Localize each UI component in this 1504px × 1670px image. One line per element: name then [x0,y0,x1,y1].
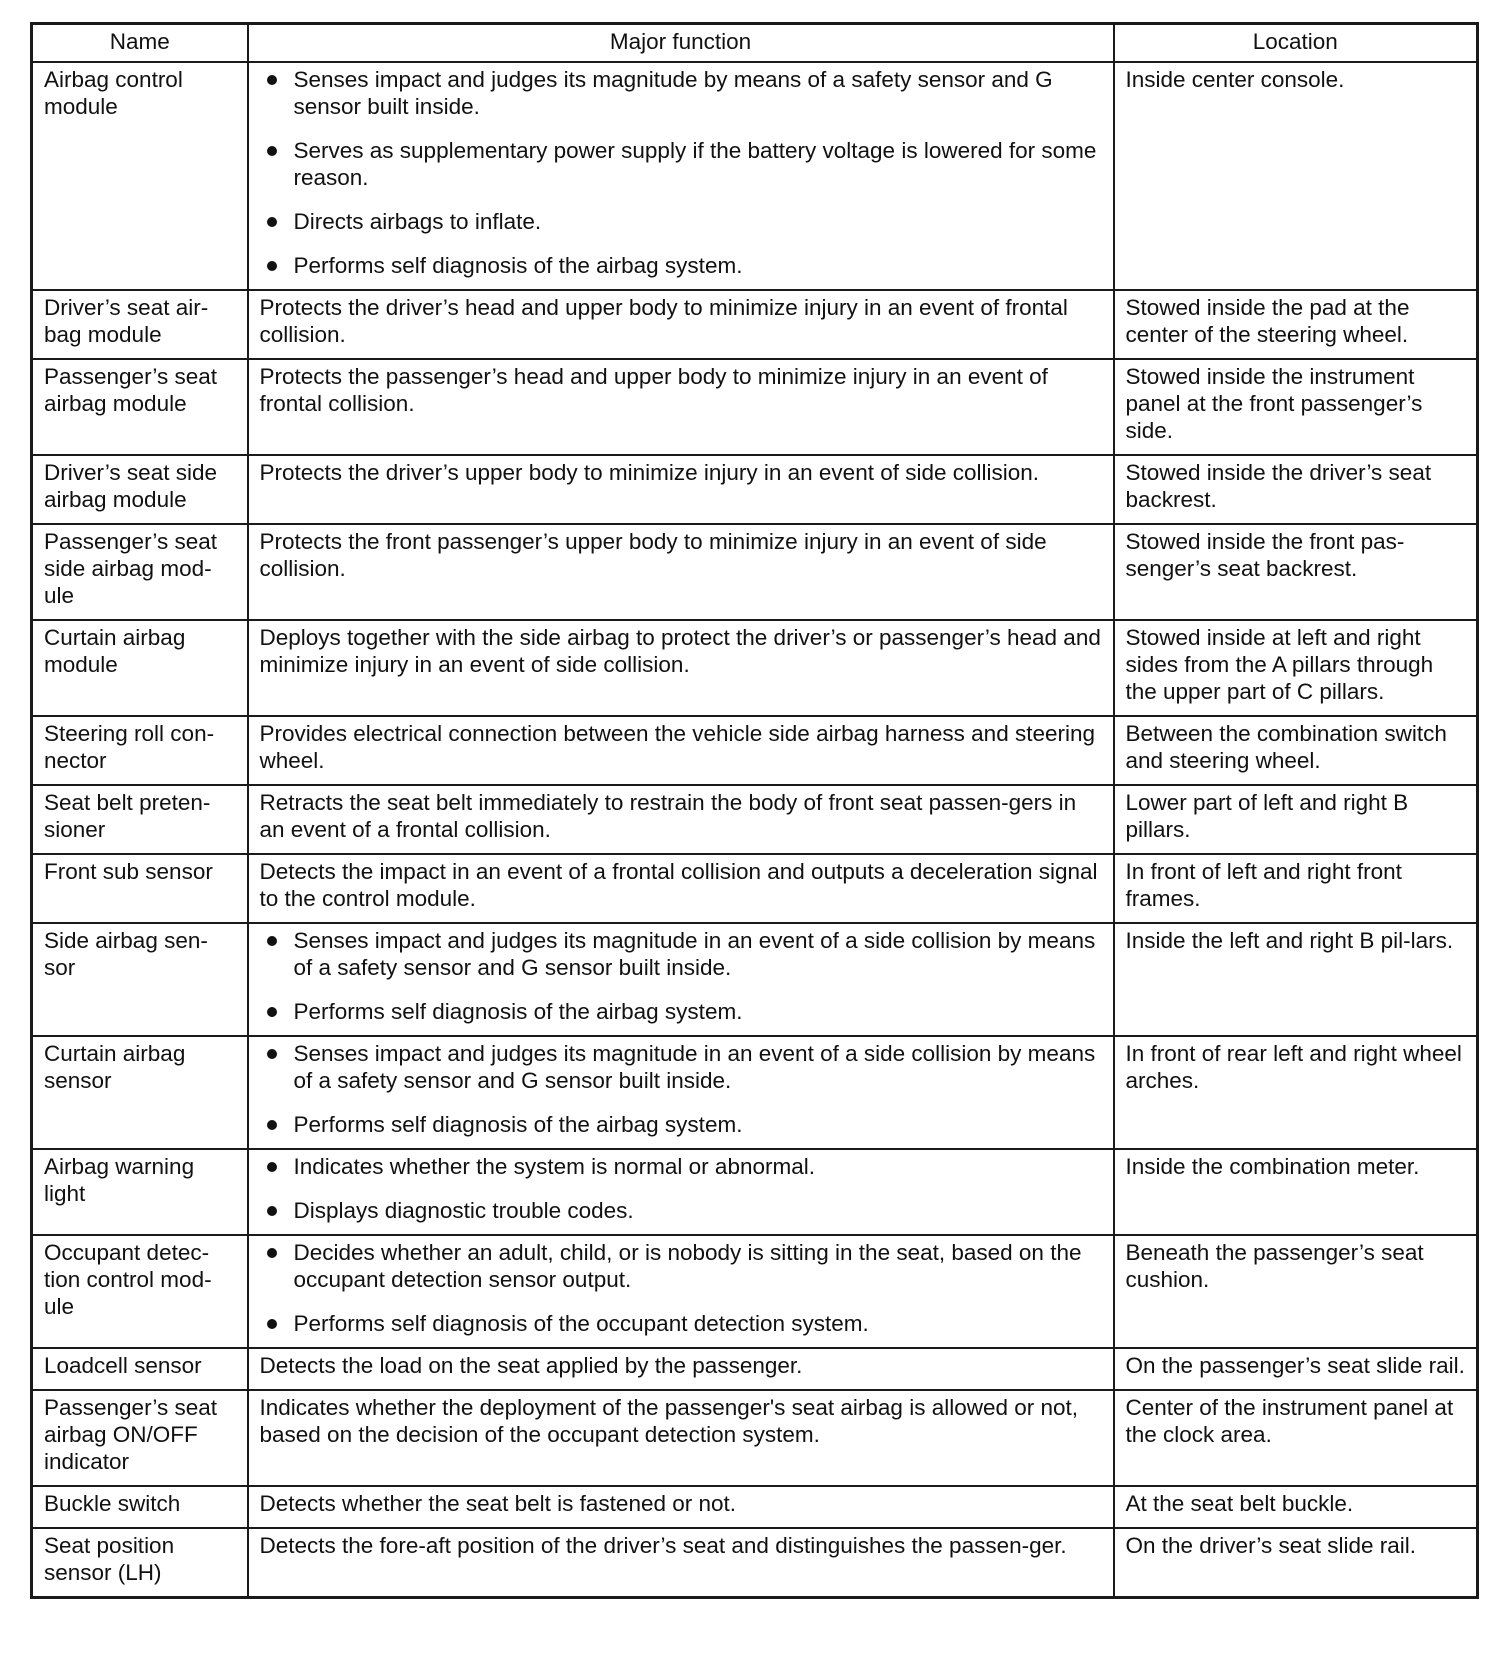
component-name: Seat position sensor (LH) [32,1528,248,1598]
major-function [248,1036,1114,1149]
table-row [32,359,1478,455]
table-row [32,1390,1478,1486]
function-bullet: Displays diagnostic trouble codes. [260,1197,1105,1224]
component-location: Lower part of left and right B pillars. [1114,785,1478,854]
major-function: Retracts the seat belt immediately to restrain the body of front seat passen-gers in an event of a frontal collision. [248,785,1114,854]
component-location: On the driver’s seat slide rail. [1114,1528,1478,1598]
function-bullet: Performs self diagnosis of the airbag system. [260,252,1105,279]
component-name: Curtain airbag module [32,620,248,716]
function-bullet-list [260,1153,1105,1224]
table-row [32,1486,1478,1528]
component-location: Between the combination switch and steering wheel. [1114,716,1478,785]
component-name: Curtain airbag sensor [32,1036,248,1149]
function-bullet: Senses impact and judges its magnitude in an event of a side collision by means of a safety sensor and G sensor built inside. [260,1040,1105,1094]
function-bullet: Senses impact and judges its magnitude by means of a safety sensor and G sensor built inside. [260,66,1105,120]
function-bullet: Serves as supplementary power supply if the battery voltage is lowered for some reason. [260,137,1105,191]
function-bullet: Performs self diagnosis of the airbag system. [260,1111,1105,1138]
header-name: Name [32,24,248,63]
component-location: In front of left and right front frames. [1114,854,1478,923]
function-bullet-list [260,66,1105,279]
component-location: Stowed inside at left and right sides from the A pillars through the upper part of C pillars. [1114,620,1478,716]
component-name: Passenger’s seat airbag module [32,359,248,455]
component-location: Stowed inside the pad at the center of the steering wheel. [1114,290,1478,359]
table-row [32,854,1478,923]
component-name: Seat belt preten-sioner [32,785,248,854]
component-name: Airbag control module [32,62,248,290]
component-name: Driver’s seat side airbag module [32,455,248,524]
function-bullet: Directs airbags to inflate. [260,208,1105,235]
table-row [32,716,1478,785]
major-function: Deploys together with the side airbag to protect the driver’s or passenger’s head and minimize injury in an event of side collision. [248,620,1114,716]
component-location: On the passenger’s seat slide rail. [1114,1348,1478,1390]
function-bullet-list [260,927,1105,1025]
component-name: Passenger’s seat side airbag mod-ule [32,524,248,620]
function-bullet: Senses impact and judges its magnitude in an event of a side collision by means of a safety sensor and G sensor built inside. [260,927,1105,981]
header-row [32,24,1478,63]
major-function: Detects the fore-aft position of the driver’s seat and distinguishes the passen-ger. [248,1528,1114,1598]
component-name: Airbag warning light [32,1149,248,1235]
table-body [32,62,1478,1598]
component-location: Inside the left and right B pil-lars. [1114,923,1478,1036]
table-row [32,524,1478,620]
component-name: Passenger’s seat airbag ON/OFF indicator [32,1390,248,1486]
table-row [32,62,1478,290]
table-row [32,1235,1478,1348]
major-function: Protects the passenger’s head and upper body to minimize injury in an event of frontal collision. [248,359,1114,455]
function-bullet: Decides whether an adult, child, or is nobody is sitting in the seat, based on the occupant detection sensor output. [260,1239,1105,1293]
table-row [32,620,1478,716]
major-function: Protects the driver’s upper body to minimize injury in an event of side collision. [248,455,1114,524]
table-row [32,1036,1478,1149]
component-name: Buckle switch [32,1486,248,1528]
table-row [32,1528,1478,1598]
major-function [248,1149,1114,1235]
component-location: Center of the instrument panel at the clock area. [1114,1390,1478,1486]
major-function: Detects the impact in an event of a frontal collision and outputs a deceleration signal to the control module. [248,854,1114,923]
major-function: Protects the front passenger’s upper body to minimize injury in an event of side collision. [248,524,1114,620]
table-row [32,923,1478,1036]
airbag-components-table [30,22,1479,1599]
table-row [32,1149,1478,1235]
major-function: Protects the driver’s head and upper body to minimize injury in an event of frontal collision. [248,290,1114,359]
table-row [32,290,1478,359]
major-function [248,62,1114,290]
component-name: Loadcell sensor [32,1348,248,1390]
component-location: Stowed inside the front pas-senger’s seat backrest. [1114,524,1478,620]
major-function [248,1235,1114,1348]
function-bullet: Performs self diagnosis of the airbag system. [260,998,1105,1025]
component-name: Occupant detec-tion control mod-ule [32,1235,248,1348]
component-location: Beneath the passenger’s seat cushion. [1114,1235,1478,1348]
major-function: Detects whether the seat belt is fastened or not. [248,1486,1114,1528]
component-location: In front of rear left and right wheel arches. [1114,1036,1478,1149]
component-location: Inside the combination meter. [1114,1149,1478,1235]
component-name: Driver’s seat air-bag module [32,290,248,359]
component-location: Stowed inside the instrument panel at the front passenger’s side. [1114,359,1478,455]
table-row [32,455,1478,524]
major-function: Detects the load on the seat applied by the passenger. [248,1348,1114,1390]
component-name: Side airbag sen-sor [32,923,248,1036]
component-name: Steering roll con-nector [32,716,248,785]
major-function: Provides electrical connection between the vehicle side airbag harness and steering wheel. [248,716,1114,785]
header-location: Location [1114,24,1478,63]
component-location: Inside center console. [1114,62,1478,290]
function-bullet: Performs self diagnosis of the occupant detection system. [260,1310,1105,1337]
function-bullet: Indicates whether the system is normal or abnormal. [260,1153,1105,1180]
major-function [248,923,1114,1036]
function-bullet-list [260,1040,1105,1138]
component-name: Front sub sensor [32,854,248,923]
document-page [30,22,1476,1599]
component-location: Stowed inside the driver’s seat backrest. [1114,455,1478,524]
header-function: Major function [248,24,1114,63]
function-bullet-list [260,1239,1105,1337]
table-row [32,785,1478,854]
table-row [32,1348,1478,1390]
component-location: At the seat belt buckle. [1114,1486,1478,1528]
major-function: Indicates whether the deployment of the passenger's seat airbag is allowed or not, based on the decision of the occupant detection system. [248,1390,1114,1486]
